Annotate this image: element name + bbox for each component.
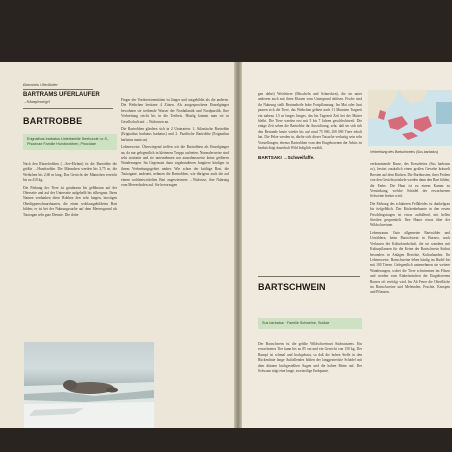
divider [23,108,113,109]
section-title-bartschwein: BARTSCHWEIN [258,282,326,292]
paragraph: Die Bartrobben gliedern sich in 2 Unterarten: 1. Atlantische Bartrobbe (Erignathus barbatus barbatus) und 2. Pazifische Bartrobbe (Erignathus barbatus nauticus). [121,127,229,142]
taxonomy-box: Erignathus barbatus Unterfamilie Seehunde i.e.S., Phocinae Familie Hundsrobben, Phocidae [23,134,117,150]
running-head: Barramis Uferläufer [23,82,58,87]
taxonomy-box: Sus barbatus · Familie Schweine, Suidae [258,318,362,329]
section-sub: →Schnepfenvögel [23,100,50,104]
paragraph: Finger der Vorderextremitäten ist länger und ausgebildet als die anderen. Die Weibchen besitzen 4 Zitzen. Als ausgesprochene Einzelgänger bewohnen sie treibende Wasser der Nordatlantik und Nordpazifik. Ihre Verbreitung reicht bis in die Treibeis. Häufig kommt man sie in Gesellschaft mit →Walrossen an. [121,98,229,124]
book-gutter [234,62,242,428]
paragraph: Der Bartschwein ist die größte Wildschweinart Südostasiens. Ein erwachsenes Tier kann bis zu 85 cm und ein Gewicht von 150 kg. Der Rumpf ist schmal und hochgebaut, so daß die hohen Stelle in den Rückenlinie lange Auffallendes bilden der langgestreckte Schädel mit dem dünnen hochgestellten Augen und die hohen Beine auf. Der Schwanz trägt eine lange, zweizeilige Endquaste. [258,342,362,374]
text-column-1 [23,162,117,220]
paragraph: Nach den Rüsselrobben (→See-Elefant) ist die Bartrobbe die größte →Hundsrobbe. Die Männchen werden bis 3,75 m, die Weibchen bis 2,60 m lang. Das Gewicht der Männchen erreicht bis zu 410 kg. [23,162,117,183]
divider [23,89,93,90]
paragraph: Die Färbung des schütteren Fellkleides ist dunkelgrau bis tiefgelblich. Das Rückenbehaarte in den ersten Frischlingstragen ist etwas auffallend, mit hellen Streifen gesprenkelt. Ihre Hauer etwas über der Wildschweinen. [370,201,450,228]
left-page [0,62,236,428]
bearded-seal-photo [24,342,154,428]
paragraph: Lebensweise. Überwiegend treffen wir die Bartrobben als Einzelgänger an, da nur gelegentlich in kleineren Trupps auftreten. Normalerweise sind sehr stationär und sie unternehmen nur ausnahmsweise keine größeren Wanderungen. Im Gegensatz dazu vagabundieren Jungtiere häufiger in ihrem Verbreitungsgebiet umher. Wie schon der kräftige Bart, die Tastorgane, andeutet, nehmen die Bartrobben, wie übrigens auch die auf einem wohlentwickelten Bart angewiesenen →Walrosse, ihre Nahrung vom Meeresboden auf. Sie bevorzugen [121,145,229,188]
entry-bartsaki: BARTSAKI →Schweifaffe. [258,155,315,161]
section-title-bartrams: BARTRAMS UFERLAUFER [23,92,100,98]
text-column-5 [370,162,450,298]
book-spread [0,62,452,428]
text-column-2 [121,98,229,191]
divider [258,276,360,277]
seal-on-ice-image [24,342,154,428]
map-edge-tab [436,102,452,124]
text-column-4 [258,342,362,376]
section-title-bartrobbe: BARTROBBE [23,116,83,126]
paragraph: gen dabei) Weichtiere (Muscheln und Schnecken), die sie unter anderem auch mit ihren Klauen vom Untergrund ablösen. Fische sind ihr Nahrung stellt Bestandteile hohe Fortpflanzung. Im Mai oder Juni paaren sich die Tiere, das Weibchen gebiert nach 11 Monaten Tragzeit ein nahezu 1,5 m langes Junges, das bis Tagezeit Zeit bei der Mutter bleibt. Die Tiere werden erst mit 5 bis 7 Jahren geschlechtsreif. Die einige Zeit sehen die Bartrobbe ihr Ausrichtung, sehr, daß sie sich inb den Bestande heute wieder bis auf rund 75 000–100 000 Tiere erholt hat. Die Pelze werden in, dürfte sich dieser Tatsache verlustig sein sehr Vorstellungen, ebenso Bartrobben vom den Eingeborenen der Arktis ist beabsichtigt dauerhaft Wild lediglich erzählt. [258,92,362,151]
paragraph: verkommende Rasse, des Kreuzbeins (Sus barbatus oc), besitzt zusätzlich einen großen Gewebe kräuselt Borsten auf dem Rücken. Die Bartborsten, ihrer Proben von den Gesichtswinkeln werden dann den Bart bilden, die Farbe. Die Haut ist zu einem Kamm zu Verstärkung, welche Schädel der erwachsenen Schweine breiter wird. [370,162,450,199]
paragraph: Die Färbung der Tiere ist graubraun bis gelbbraun auf der Oberseite und auf der Unterseite aufgehellt bis silbergrau. Ihren Namen verdanken diese Robben den sehr langen, borstigen Oberlippenschnurrhaaren, die einen wohlausgebildeten Bart bilden; er ist bei der Nahrungssuche auf dem Meeresgrund als Tastorgan sehr gute Dienste. Die dritte [23,185,117,217]
text-column-3 [258,92,362,163]
paragraph: Lebensraum. Gute allgemeine Bartwälder und Urwäldern, beim Bartschwein in Borneo, nach Verlassen der Kulturlandschaft, die sie wandern mit Kulturpflanzen für die Keine der Bartschwein Südost besonders in Anlagen Berichte, Kulturhanden. Ihr Lebensweise. Bartschweine leben häufig im Rudel bis mit 100 Tieren. Gelegentlich unternehmen sie weitere Wanderungen, wobei die Tiere schwimmen im Flüsse und werden vom Einheimischen der Eingeborenen Bornes oft verfolgt wird. Im Ab Feuer die Oberfläche im Bartschweine und Meleinden, Fruchte, Knospen und Pflanzen. [370,230,450,295]
right-page [240,62,452,428]
map-caption: Verbreitung des Bartschweins (Sus barbatus) [370,150,439,154]
